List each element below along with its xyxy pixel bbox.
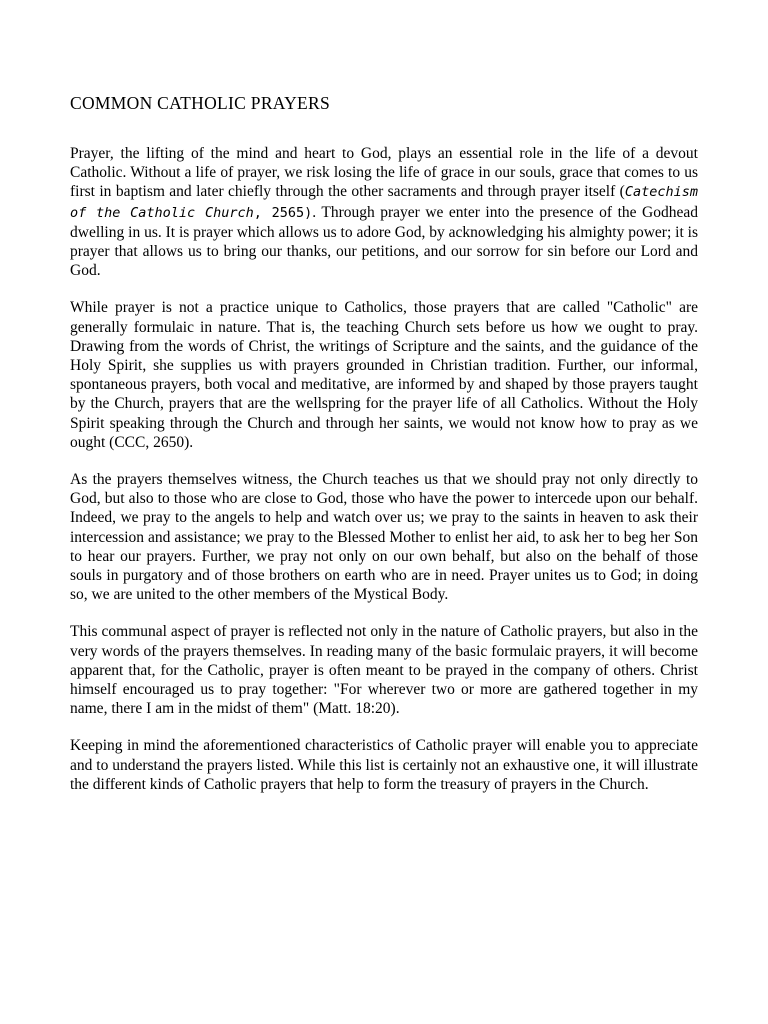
paragraph-1-text-start: Prayer, the lifting of the mind and heart to God, plays an essential role in the life of a devout Catholic. Without a life of prayer, we risk losing the life of grace in our souls, grace that comes to us first in baptism and later chiefly through the other sacraments and through prayer itself (: [70, 145, 698, 201]
page-title: COMMON CATHOLIC PRAYERS: [70, 93, 331, 113]
paragraph-1-text-end: . Through prayer we enter into the presence of the Godhead dwelling in us. It is prayer which allows us to adore God, by acknowledging his almighty power; it is prayer that allows us to bring our thanks, our petitions, and our sorrow for sin before our Lord and God.: [70, 203, 698, 280]
catechism-citation-number: , 2565): [253, 204, 313, 221]
paragraph-4: This communal aspect of prayer is reflected not only in the nature of Catholic prayers, but also in the very words of the prayers themselves. In reading many of the basic formulaic prayers, it will become apparent that, for the Catholic, prayer is often meant to be prayed in the company of others. Christ himself encouraged us to pray together: "For wherever two or more are gathered together in my name, there I am in the midst of them" (Matt. 18:20).: [70, 623, 698, 718]
document-page: [70, 93, 698, 812]
paragraph-5: Keeping in mind the aforementioned characteristics of Catholic prayer will enable you to appreciate and to understand the prayers listed. While this list is certainly not an exhaustive one, it will illustrate the different kinds of Catholic prayers that help to form the treasury of prayers in the Church.: [70, 737, 698, 793]
paragraph-2: While prayer is not a practice unique to Catholics, those prayers that are called "Catholic" are generally formulaic in nature. That is, the teaching Church sets before us how we ought to pray. Drawing from the words of Christ, the writings of Scripture and the saints, and the guidance of the Holy Spirit, she supplies us with prayers grounded in Christian tradition. Further, our informal, spontaneous prayers, both vocal and meditative, are informed by and shaped by those prayers taught by the Church, prayers that are the wellspring for the prayer life of all Catholics. Without the Holy Spirit speaking through the Church and through her saints, we would not know how to pray as we ought (CCC, 2650).: [70, 299, 698, 451]
catechism-citation-title: Catechism of the Catholic Church: [70, 184, 698, 221]
paragraph-3: As the prayers themselves witness, the Church teaches us that we should pray not only directly to God, but also to those who are close to God, those who have the power to intercede upon our behalf. Indeed, we pray to the angels to help and watch over us; we pray to the saints in heaven to ask their intercession and assistance; we pray to the Blessed Mother to enlist her aid, to ask her to beg her Son to hear our prayers. Further, we pray not only on our own behalf, but also on the behalf of those souls in purgatory and of those brothers on earth who are in need. Prayer unites us to God; in doing so, we are united to the other members of the Mystical Body.: [70, 471, 698, 604]
paragraph-1: [70, 144, 698, 280]
